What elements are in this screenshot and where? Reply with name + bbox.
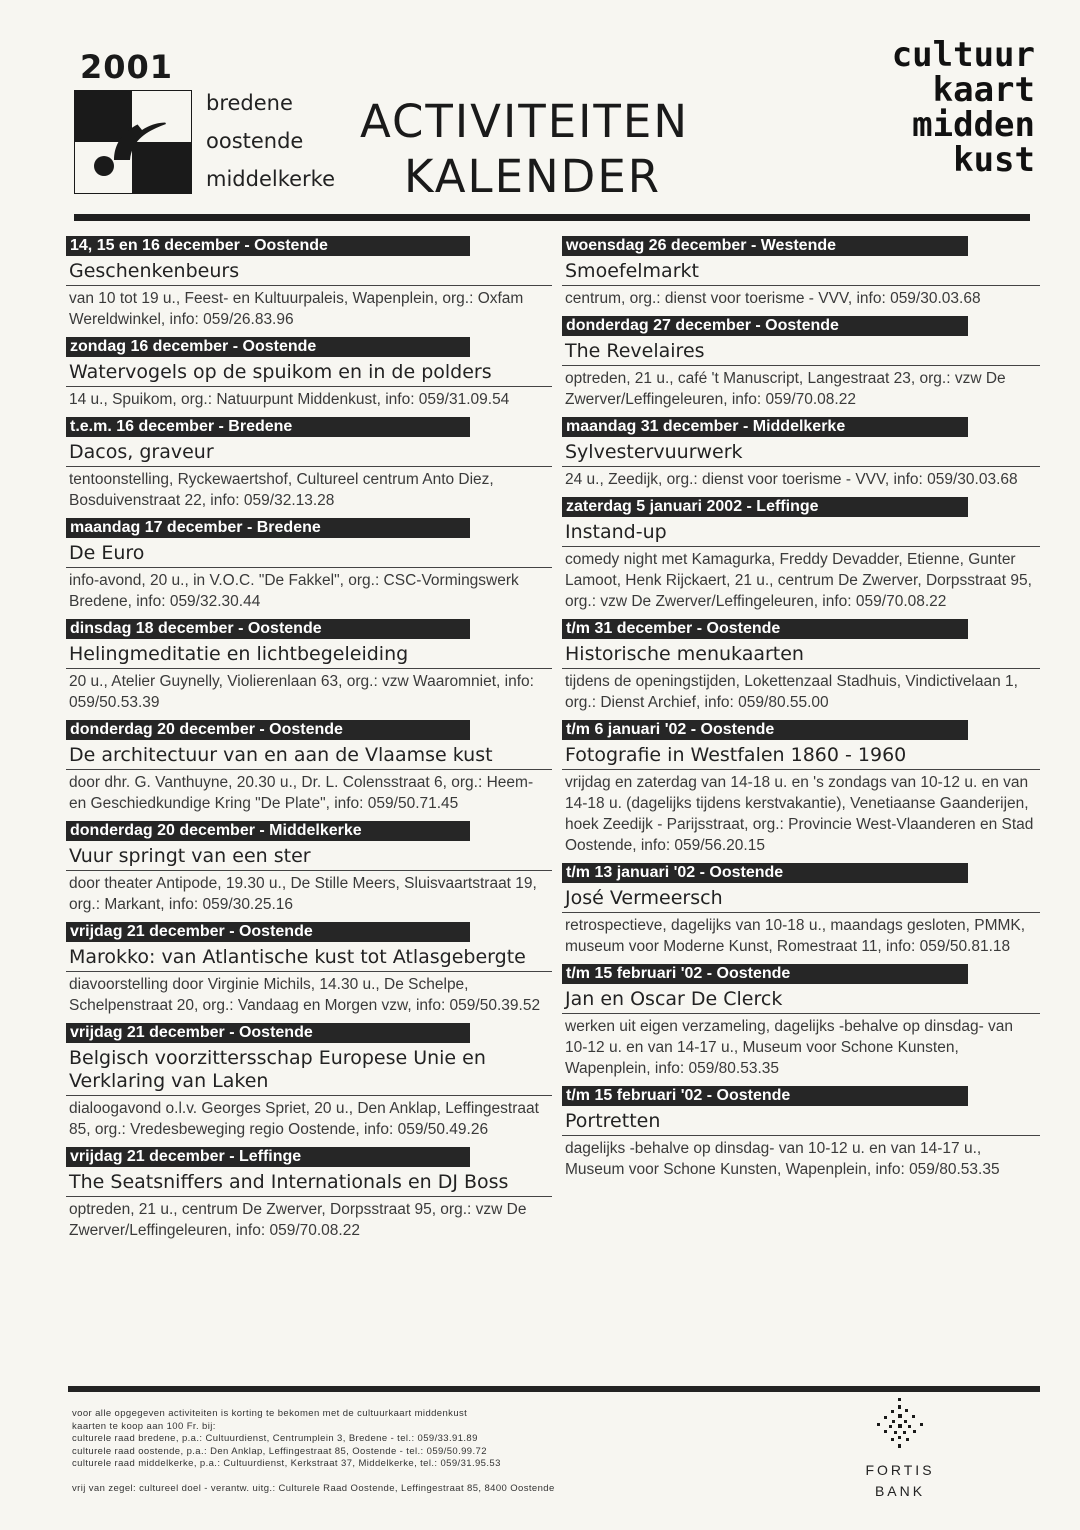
title-line-2: KALENDER <box>404 150 662 203</box>
event-title: De Euro <box>66 538 552 568</box>
fortis-dots-icon <box>865 1396 935 1454</box>
event-title: Dacos, graveur <box>66 437 552 467</box>
event-details: comedy night met Kamagurka, Freddy Devadder, Etienne, Gunter Lamoot, Henk Rijckaert, 21 u., centrum De Zwerver, Dorpsstraat 95, org.: vzw De Zwerver/Leffingeleuren, info: 059/70.08.22 <box>565 551 1032 610</box>
event-date-band: zondag 16 december - Oostende <box>66 337 470 357</box>
event-date-band: t/m 6 januari '02 - Oostende <box>562 720 968 740</box>
event-item <box>562 316 1040 410</box>
footer-divider <box>68 1386 1040 1392</box>
event-item <box>66 236 552 330</box>
event-title: José Vermeersch <box>562 883 1040 913</box>
event-item <box>66 922 552 1016</box>
cultuurkaart-word-4: kust <box>953 140 1035 180</box>
event-title: Instand-up <box>562 517 1040 547</box>
event-item <box>66 337 552 410</box>
event-item <box>562 964 1040 1079</box>
event-date-band: t/m 15 februari '02 - Oostende <box>562 1086 968 1106</box>
footer-line: culturele raad oostende, p.a.: Den Anklap, Leffingestraat 85, Oostende - tel.: 059/50.99.72 <box>72 1445 487 1457</box>
event-title: Portretten <box>562 1106 1040 1136</box>
event-details: door dhr. G. Vanthuyne, 20.30 u., Dr. L. Colensstraat 6, org.: Heem- en Geschiedkundige Kring "De Plate", info: 059/50.71.45 <box>69 774 534 812</box>
event-details: van 10 tot 19 u., Feest- en Kultuurpaleis, Wapenplein, org.: Oxfam Wereldwinkel, info: 059/26.83.96 <box>69 290 524 328</box>
event-title: De architectuur van en aan de Vlaamse kust <box>66 740 552 770</box>
event-title: The Seatsniffers and Internationals en DJ Boss <box>66 1167 552 1197</box>
event-details: door theater Antipode, 19.30 u., De Stille Meers, Sluisvaartstraat 19, org.: Markant, info: 059/30.25.16 <box>69 875 537 913</box>
event-details: 24 u., Zeedijk, org.: dienst voor toerisme - VVV, info: 059/30.03.68 <box>565 471 1018 488</box>
header-divider <box>74 214 1030 221</box>
event-item <box>562 720 1040 856</box>
event-title: Marokko: van Atlantische kust tot Atlasgebergte <box>66 942 552 972</box>
event-item <box>562 236 1040 309</box>
event-date-band: donderdag 20 december - Oostende <box>66 720 470 740</box>
title-line-1: ACTIVITEITEN <box>360 95 690 148</box>
town-oostende: oostende <box>206 129 304 153</box>
cultuurkaart-word-2: kaart <box>932 70 1035 110</box>
event-date-band: t/m 31 december - Oostende <box>562 619 968 639</box>
event-details: 20 u., Atelier Guynelly, Violierenlaan 63, org.: vzw Waaromniet, info: 059/50.53.39 <box>69 673 534 711</box>
event-title: Vuur springt van een ster <box>66 841 552 871</box>
event-date-band: maandag 31 december - Middelkerke <box>562 417 968 437</box>
colophon: vrij van zegel: cultureel doel - verantw. uitg.: Culturele Raad Oostende, Leffingestraat 85, 8400 Oostende <box>72 1482 555 1494</box>
event-details: tijdens de openingstijden, Lokettenzaal Stadhuis, Vindictivelaan 1, org.: Dienst Archief, info: 059/80.55.00 <box>565 673 1018 711</box>
event-date-band: woensdag 26 december - Westende <box>562 236 968 256</box>
event-item <box>66 417 552 511</box>
cultuurkaart-word-1: cultuur <box>891 35 1035 75</box>
footer-line: culturele raad middelkerke, p.a.: Cultuurdienst, Kerkstraat 37, Middelkerke, tel.: 059/31.95.53 <box>72 1458 501 1469</box>
cultuurkaart-word-3: midden <box>912 105 1035 145</box>
event-item <box>66 1147 552 1241</box>
left-column <box>66 236 552 1248</box>
event-date-band: t/m 15 februari '02 - Oostende <box>562 964 968 984</box>
event-details: werken uit eigen verzameling, dagelijks -behalve op dinsdag- van 10-12 u. en van 14-17 u., Museum voor Schone Kunsten, Wapenplein, info: 059/80.53.35 <box>565 1018 1014 1077</box>
event-details: dagelijks -behalve op dinsdag- van 10-12 u. en van 14-17 u., Museum voor Schone Kunsten, Wapenplein, info: 059/80.53.35 <box>565 1140 1000 1178</box>
event-details: vrijdag en zaterdag van 14-18 u. en 's zondags van 10-12 u. en van 14-18 u. (dagelijks tijdens kerstvakantie), Venetiaanse Gaanderijen, hoek Zeedijk - Parijsstraat, org.: Provincie West-Vlaanderen en Stad Oostende, info: 059/56.20.15 <box>565 774 1034 854</box>
event-item <box>66 619 552 713</box>
event-details: centrum, org.: dienst voor toerisme - VVV, info: 059/30.03.68 <box>565 290 981 307</box>
event-date-band: donderdag 20 december - Middelkerke <box>66 821 470 841</box>
event-item <box>562 619 1040 713</box>
event-details: 14 u., Spuikom, org.: Natuurpunt Middenkust, info: 059/31.09.54 <box>69 391 510 408</box>
event-details: retrospectieve, dagelijks van 10-18 u., maandags gesloten, PMMK, museum voor Moderne Kunst, Romestraat 11, info: 059/50.81.18 <box>565 917 1026 955</box>
town-middelkerke: middelkerke <box>206 167 336 191</box>
town-bredene: bredene <box>206 91 293 115</box>
event-title: Watervogels op de spuikom en in de polders <box>66 357 552 387</box>
sponsor-line-1: FORTIS <box>865 1462 935 1478</box>
right-column <box>562 236 1040 1187</box>
footer-line: culturele raad bredene, p.a.: Cultuurdienst, Centrumplein 3, Bredene - tel.: 059/33.91.89 <box>72 1433 478 1444</box>
event-title: Geschenkenbeurs <box>66 256 552 286</box>
event-title: Jan en Oscar De Clerck <box>562 984 1040 1014</box>
event-date-band: donderdag 27 december - Oostende <box>562 316 968 336</box>
event-details: dialoogavond o.l.v. Georges Spriet, 20 u., Den Anklap, Leffingestraat 85, org.: Vredesbeweging regio Oostende, info: 059/50.49.26 <box>69 1100 539 1138</box>
event-title: Smoefelmarkt <box>562 256 1040 286</box>
event-date-band: 14, 15 en 16 december - Oostende <box>66 236 470 256</box>
event-item <box>562 497 1040 612</box>
event-item <box>66 518 552 612</box>
event-date-band: vrijdag 21 december - Leffinge <box>66 1147 470 1167</box>
event-date-band: t.e.m. 16 december - Bredene <box>66 417 470 437</box>
event-date-band: dinsdag 18 december - Oostende <box>66 619 470 639</box>
event-item <box>66 821 552 915</box>
sponsor-line-2: BANK <box>874 1483 926 1499</box>
cultuurraad-logo-icon <box>74 90 192 194</box>
event-title: Historische menukaarten <box>562 639 1040 669</box>
year: 2001 <box>80 48 174 86</box>
event-item <box>66 720 552 814</box>
event-date-band: zaterdag 5 januari 2002 - Leffinge <box>562 497 968 517</box>
event-title: Sylvestervuurwerk <box>562 437 1040 467</box>
cultuurkaart-logo <box>830 35 1035 180</box>
event-details: diavoorstelling door Virginie Michils, 14.30 u., De Schelpe, Schelpenstraat 20, org.: Vandaag en Morgen vzw, info: 059/50.39.52 <box>69 976 541 1014</box>
event-details: tentoonstelling, Ryckewaertshof, Cultureel centrum Anto Diez, Bosduivenstraat 22, info: 059/32.13.28 <box>69 471 494 509</box>
event-item <box>66 1023 552 1140</box>
event-details: info-avond, 20 u., in V.O.C. "De Fakkel", org.: CSC-Vormingswerk Bredene, info: 059/32.30.44 <box>69 572 519 610</box>
event-title: The Revelaires <box>562 336 1040 366</box>
footer-notes <box>72 1408 772 1495</box>
page-title <box>360 94 780 204</box>
event-item <box>562 1086 1040 1180</box>
event-date-band: maandag 17 december - Bredene <box>66 518 470 538</box>
event-date-band: vrijdag 21 december - Oostende <box>66 922 470 942</box>
fortis-bank-logo <box>840 1396 960 1501</box>
event-date-band: t/m 13 januari '02 - Oostende <box>562 863 968 883</box>
event-title: Fotografie in Westfalen 1860 - 1960 <box>562 740 1040 770</box>
event-date-band: vrijdag 21 december - Oostende <box>66 1023 470 1043</box>
event-item <box>562 417 1040 490</box>
event-title: Belgisch voorzittersschap Europese Unie en Verklaring van Laken <box>66 1043 552 1096</box>
footer-line: kaarten te koop aan 100 Fr. bij: <box>72 1420 216 1432</box>
event-details: optreden, 21 u., café 't Manuscript, Langestraat 23, org.: vzw De Zwerver/Leffingeleuren, info: 059/70.08.22 <box>565 370 1006 408</box>
event-title: Helingmeditatie en lichtbegeleiding <box>66 639 552 669</box>
event-details: optreden, 21 u., centrum De Zwerver, Dorpsstraat 95, org.: vzw De Zwerver/Leffingeleuren, info: 059/70.08.22 <box>69 1201 527 1239</box>
event-item <box>562 863 1040 957</box>
footer-line: voor alle opgegeven activiteiten is korting te bekomen met de cultuurkaart middenkust <box>72 1408 468 1419</box>
town-list <box>206 84 335 198</box>
